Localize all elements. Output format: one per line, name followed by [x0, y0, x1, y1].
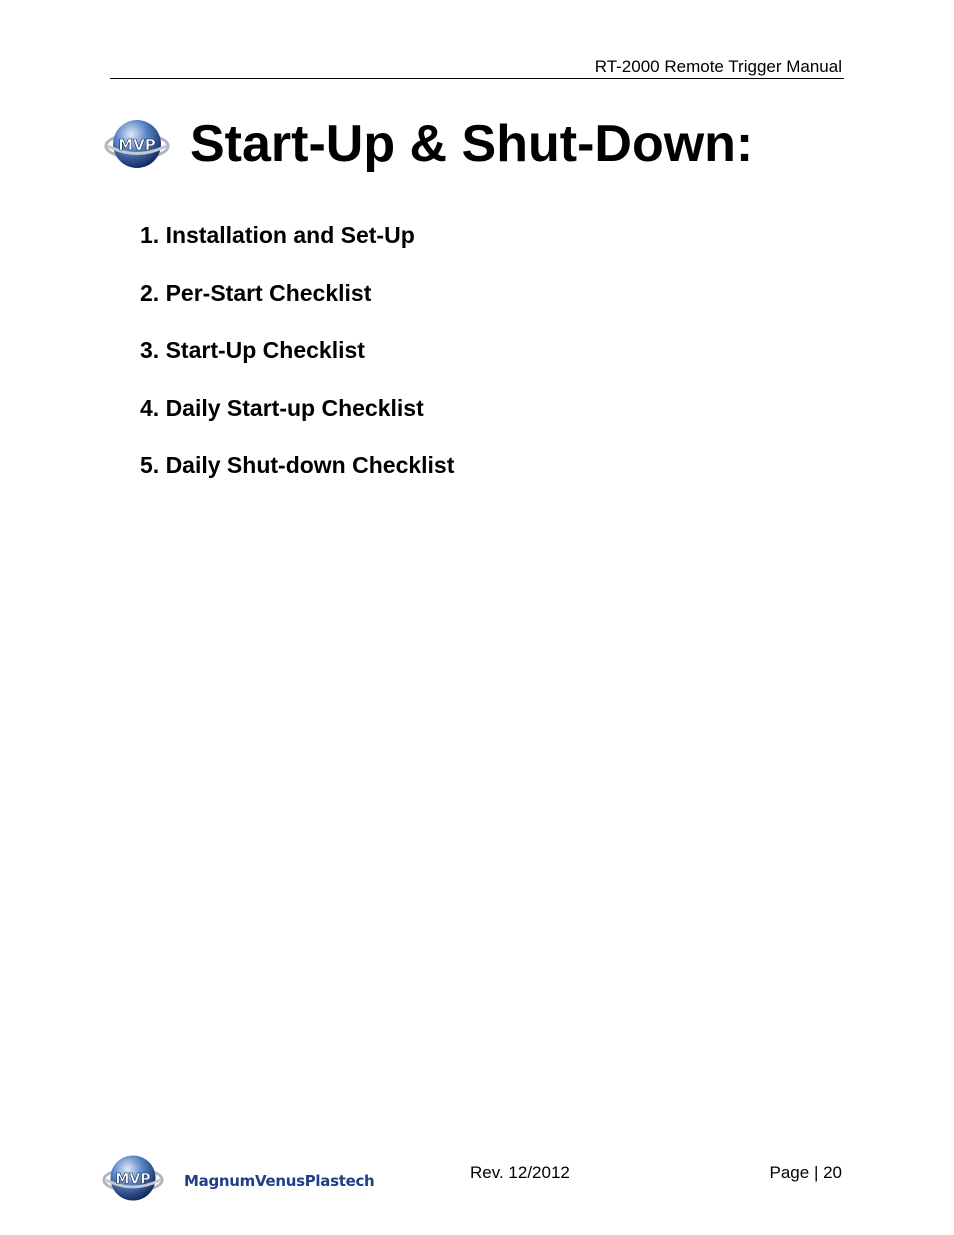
list-item: 5. Daily Shut-down Checklist [140, 452, 455, 478]
footer-brand-name: MagnumVenusPlastech [184, 1172, 375, 1190]
list-item: 3. Start-Up Checklist [140, 337, 365, 363]
list-item: 4. Daily Start-up Checklist [140, 394, 424, 421]
header-divider [110, 78, 844, 79]
page-title: Start-Up & Shut-Down: [190, 115, 754, 173]
footer-mvp-logo-icon [102, 1147, 164, 1209]
mvp-logo-text: MVP [118, 136, 156, 154]
footer-logo-text: MVP [115, 1171, 151, 1188]
list-item: 2. Per-Start Checklist [140, 279, 372, 306]
footer-revision: Rev. 12/2012 [470, 1163, 570, 1182]
list-item: 1. Installation and Set-Up [140, 222, 415, 248]
footer-page-number: Page | 20 [769, 1163, 842, 1182]
section-title-row [104, 108, 753, 180]
header-manual-title: RT-2000 Remote Trigger Manual [594, 57, 842, 76]
mvp-logo-icon [104, 111, 170, 177]
section-contents-list [140, 218, 454, 506]
